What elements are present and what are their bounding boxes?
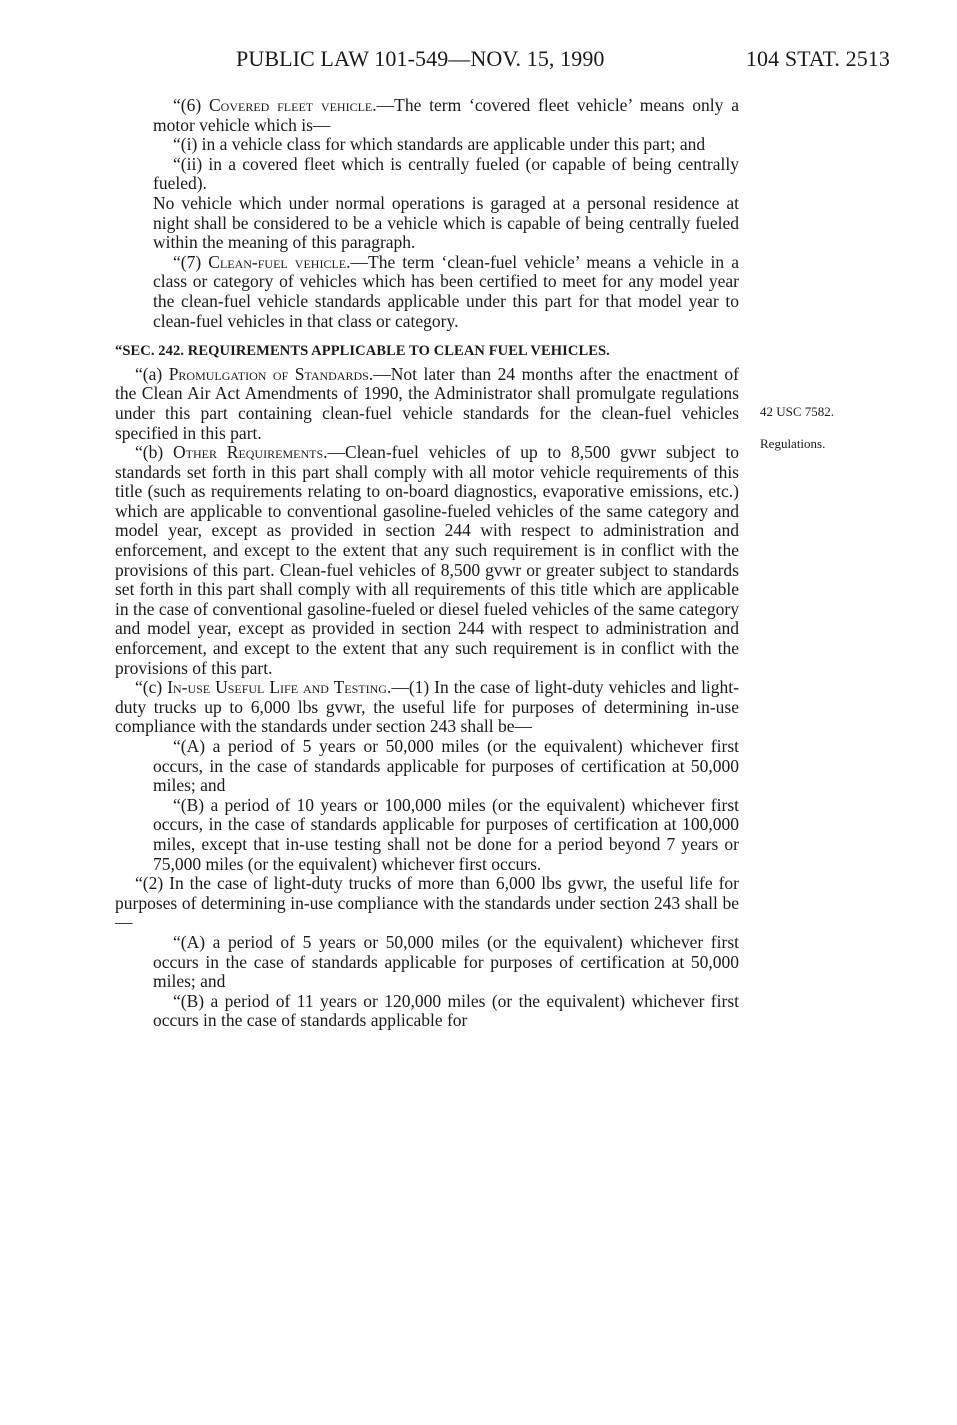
subsection-c1-B: “(B) a period of 10 years or 100,000 miles (or the equivalent) whichever first occurs, in the case of standards applicable for purposes of certification at 100,000 miles, except that in-use testing shall not be done for a period beyond 7 years or 75,000 miles (or the equivalent) whichever first occurs.: [153, 794, 739, 874]
page-header: [236, 46, 890, 76]
header-public-law: PUBLIC LAW 101-549—NOV. 15, 1990: [236, 46, 605, 71]
paragraph-6-heading: Covered fleet vehicle: [208, 95, 373, 115]
paragraph-6-i: “(i) in a vehicle class for which standards are applicable under this part; and: [173, 134, 706, 155]
subsection-b-heading: Other Requirements: [173, 442, 324, 463]
subsection-c2-A: “(A) a period of 5 years or 50,000 miles (or the equivalent) whichever first occurs in the case of standards applicable for purposes of certification at 50,000 miles; and: [153, 931, 739, 992]
document-body: [115, 96, 739, 1031]
subsection-c2-B: “(B) a period of 11 years or 120,000 miles (or the equivalent) whichever first occurs in the case of standards applicable for: [153, 990, 739, 1031]
subsection-c: “(c) In-use Useful Life and Testing.—(1) In the case of light-duty vehicles and light-duty trucks up to 6,000 lbs gvwr, the useful life for purposes of determining in-use compliance with the standards under section 243 shall be—: [115, 677, 739, 737]
subsection-a-heading: Promulgation of Standards: [168, 363, 369, 384]
subsection-c1-A: “(A) a period of 5 years or 50,000 miles (or the equivalent) whichever first occurs, in the case of standards applicable for purposes of certification at 50,000 miles; and: [153, 736, 739, 796]
paragraph-7-heading: Clean-fuel vehicle: [208, 251, 347, 272]
subsection-c-heading: In-use Useful Life and Testing: [167, 677, 387, 698]
section-heading: “SEC. 242. REQUIREMENTS APPLICABLE TO CLEAN FUEL VEHICLES.: [115, 343, 610, 360]
subsection-b: “(b) Other Requirements.—Clean-fuel vehicles of up to 8,500 gvwr subject to standards set forth in this part shall comply with all motor vehicle requirements of this title (such as requirements relating to on-board diagnostics, evaporative emissions, etc.) which are applicable to conventional gasoline-fueled vehicles of the same category and model year, except as provided in section 244 with respect to administration and enforcement, and except to the extent that any such requirement is in conflict with the provisions of this part. Clean-fuel vehicles of 8,500 gvwr or greater subject to standards set forth in this part shall comply with all requirements of this title which are applicable in the case of conventional gasoline-fueled or diesel fueled vehicles of the same category and model year, except as provided in section 244 with respect to administration and enforcement, and except to the extent that any such requirement is in conflict with the provisions of this part.: [115, 442, 739, 678]
paragraph-6-tail: No vehicle which under normal operations is garaged at a personal residence at night shall be considered to be a vehicle which is capable of being centrally fueled within the meaning of this paragraph.: [153, 192, 739, 253]
paragraph-7: “(7) Clean-fuel vehicle.—The term ‘clean-fuel vehicle’ means a vehicle in a class or category of vehicles which has been certified to meet for any model year the clean-fuel vehicle standards applicable under this part for that model year to clean-fuel vehicles in that class or category.: [153, 251, 739, 331]
margin-note-usc: 42 USC 7582.: [760, 404, 835, 419]
paragraph-6-ii: “(ii) in a covered fleet which is centrally fueled (or capable of being centrally fueled).: [153, 153, 739, 194]
margin-note-regulations: Regulations.: [760, 436, 826, 451]
subsection-c2: “(2) In the case of light-duty trucks of more than 6,000 lbs gvwr, the useful life for purposes of determining in-use compliance with the standards under section 243 shall be—: [115, 873, 739, 933]
header-stat-citation: 104 STAT. 2513: [745, 46, 890, 71]
subsection-a: “(a) Promulgation of Standards.—Not later than 24 months after the enactment of the Clean Air Act Amendments of 1990, the Administrator shall promulgate regulations under this part containing clean-fuel vehicle standards for the clean-fuel vehicles specified in this part.: [115, 363, 739, 443]
paragraph-6: “(6) Covered fleet vehicle.—The term ‘covered fleet vehicle’ means only a motor vehicle which is—: [153, 95, 739, 135]
